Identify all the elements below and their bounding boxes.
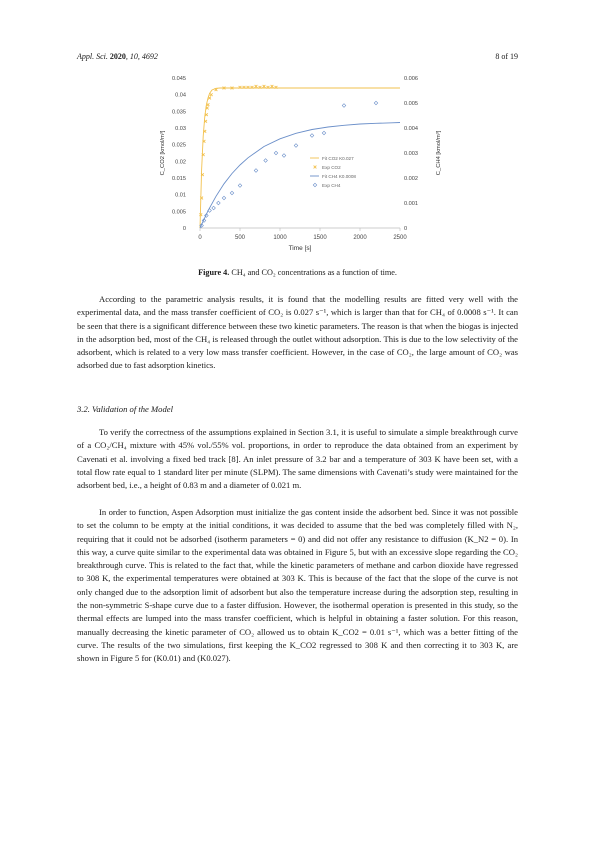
x-tick-label: 0 [198, 235, 202, 241]
co2-data-point [210, 93, 213, 96]
article-number: 4692 [141, 52, 158, 61]
y-right-tick-label: 0.002 [404, 176, 418, 182]
ch4-data-point [374, 101, 378, 105]
series-line-co2 [200, 88, 400, 228]
x-tick-label: 1000 [273, 235, 287, 241]
ch4-data-point [282, 154, 286, 158]
series-line-ch4 [200, 123, 400, 229]
running-header-journal: Appl. Sci. 2020, 10, 4692 [77, 52, 158, 61]
journal-year: 2020 [109, 52, 126, 61]
y-left-tick-label: 0.045 [172, 76, 186, 82]
figure-label: Figure 4. [198, 268, 230, 277]
co2-data-point [207, 103, 210, 106]
y-right-tick-label: 0 [404, 226, 408, 232]
y-left-tick-label: 0.02 [175, 159, 186, 166]
ch4-data-point [342, 104, 346, 108]
legend-swatch-diamond [313, 183, 317, 187]
paragraph-results: According to the parametric analysis results, it is found that the modelling results are fitted very well with the experimental data, and the mass transfer coefficient of CO₂ is 0.027 s⁻¹, which is larger than that for CH₄ of 0.0008 s⁻¹. It can be seen that there is a significant difference between these two kinetic parameters. The reason is that when the biogas is injected in the adsorption bed, most of the CH₄ is released through the outlet without adsorption. This is due to the low selectivity of the adsorbent, which is related to a very low mass transfer coefficient. However, in the case of CO₂, the large amount of CO₂ was adsorbed due to fast adsorption kinetics. [77, 294, 518, 371]
y-left-tick-label: 0.03 [175, 126, 186, 132]
journal-volume: 10 [129, 52, 138, 61]
ch4-data-point [230, 191, 234, 195]
ch4-data-point [264, 159, 268, 163]
y-left-tick-label: 0.01 [175, 192, 186, 199]
figure-caption [77, 268, 518, 277]
paragraph-validation: To verify the correctness of the assumptions explained in Section 3.1, it is useful to simulate a simple breakthrough curve of a CO₂/CH₄ mixture with 45% vol./55% vol. proportions, in order to reproduce the data obtained from an experiment by Cavenati et al. involving a fixed bed track [8]. An inlet pressure of 3.2 bar and a temperature of 303 K have been set, with a total flow rate equal to 1 standard liter per minute (SLPM). The same dimensions with Cavenati’s study were maintained for the adsorbent bed, i.e., a height of 0.83 m and a diameter of 0.021 m. [77, 427, 518, 491]
co2-data-point [208, 97, 211, 100]
co2-data-point [263, 85, 266, 88]
ch4-data-point [212, 206, 216, 210]
y-left-tick-label: 0.04 [175, 92, 186, 99]
co2-data-point [255, 85, 258, 88]
y-left-tick-label: 0.015 [172, 176, 186, 182]
ch4-data-point [310, 134, 314, 138]
co2-data-point [271, 85, 274, 88]
ch4-data-point [294, 144, 298, 148]
y-right-tick-label: 0.005 [404, 101, 418, 107]
section-heading: 3.2. Validation of the Model [77, 404, 173, 414]
figure-caption-text: CH₄ and CO₂ concentrations as a function of time. [231, 268, 397, 277]
y-right-tick-label: 0.003 [404, 151, 418, 157]
x-tick-label: 2000 [353, 235, 367, 241]
ch4-data-point [222, 196, 226, 200]
y-left-tick-label: 0.005 [172, 209, 186, 216]
x-axis-label: Time [s] [288, 245, 312, 252]
paragraph-initialization: In order to function, Aspen Adsorption must initialize the gas content inside the adsorbent bed. Since it was not possible to set the column to be empty at the initial conditions, it was decided to assume that the bed was completely filled with N₂, requiring that it could not be adsorbed (isotherm parameters = 0) and did not offer any resistance to diffusion (K_N2 = 0). In this way, a curve quite similar to the experimental data was obtained in Figure 5, but with an excessive slope regarding the CO₂ breakthrough curve. This is related to the fact that, while the kinetic parameters of methane and carbon dioxide have regressed to 308 K, the experimental temperatures were obtained at 303 K. This is because of the fact that the slope of the curve is not only changed due to the adsorption limit of adsorbent but also the temperature increase during the adsorption step, resulting in the non-symmetric S-shape curve due to a faster diffusion. However, the isothermal operation is presented in this study, so the thermal effects are lumped into the mass transfer coefficient, which is helpful in obtaining a faster solution. For this reason, manually decreasing the kinetic parameter of CO₂ allowed us to obtain K_CO2 = 0.01 s⁻¹, which was a better fitting of the curve. The results of the two simulations, first keeping the K_CO2 regressed to 308 K and then correcting it to 303 K, are shown in Figure 5 for (K0.01) and (K0.027). [77, 507, 518, 664]
page-number: 8 of 19 [495, 52, 518, 61]
y-right-tick-label: 0.006 [404, 76, 418, 82]
y-left-axis-label: C_CO2 [kmol/m³] [160, 130, 166, 176]
ch4-data-point [238, 184, 242, 188]
concentration-chart [150, 70, 450, 260]
journal-name: Appl. Sci. [77, 52, 108, 61]
ch4-data-point [322, 131, 326, 135]
y-right-tick-label: 0.001 [404, 201, 418, 207]
x-tick-label: 1500 [313, 235, 327, 241]
legend-entry: Fit CH4 K0.0008 [322, 174, 356, 179]
ch4-data-point [254, 169, 258, 173]
y-left-tick-label: 0 [182, 226, 186, 232]
x-tick-label: 2500 [393, 235, 407, 241]
ch4-data-point [217, 201, 221, 205]
ch4-data-point [274, 151, 278, 155]
legend-swatch-cross [314, 166, 317, 169]
legend-entry: Exp CH4 [322, 183, 341, 188]
legend-entry: Fit CO2 K0.027 [322, 156, 354, 161]
x-tick-label: 500 [234, 235, 246, 241]
y-left-tick-label: 0.025 [172, 142, 186, 149]
y-right-tick-label: 0.004 [404, 126, 418, 132]
y-left-tick-label: 0.035 [172, 109, 186, 116]
y-right-axis-label: C_CH4 [kmol/m³] [436, 130, 442, 176]
legend-entry: Exp CO2 [322, 165, 341, 170]
